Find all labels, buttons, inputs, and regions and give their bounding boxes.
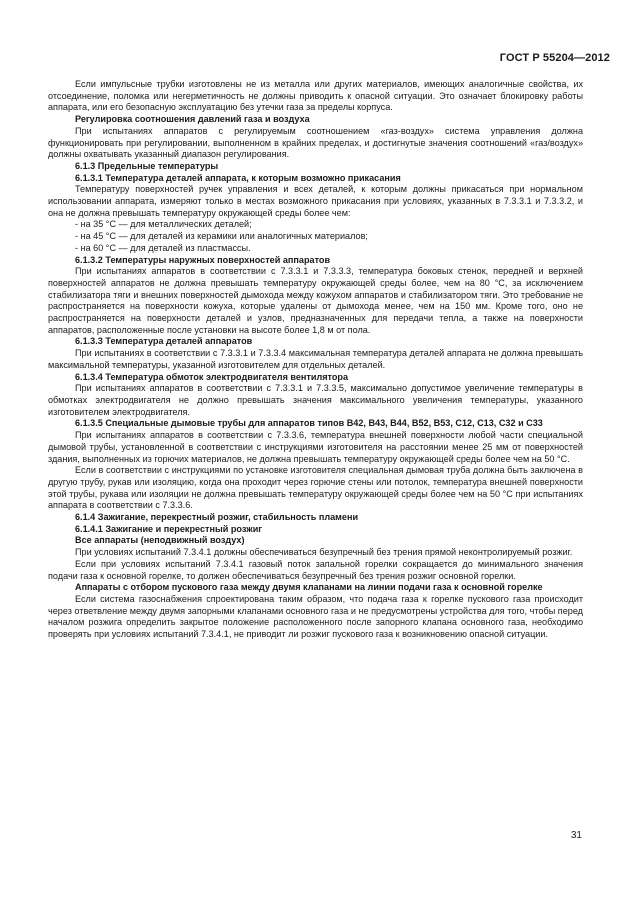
section-heading: 6.1.3.3 Температура деталей аппаратов <box>75 336 253 347</box>
paragraph: При условиях испытаний 7.3.4.1 должны обеспечиваться безупречный без трения прямой неконтролируемый розжиг. <box>75 547 573 558</box>
list-item: - на 45 °С — для деталей из керамики или аналогичных материалов; <box>75 231 368 242</box>
section-heading: 6.1.3.5 Специальные дымовые трубы для аппаратов типов B42, B43, B44, B52, B53, C12, C13, C32 и C33 <box>75 418 543 429</box>
paragraph: При испытаниях аппаратов в соответствии с 7.3.3.1 и 7.3.3.3, температура боковых стенок, передней и верхней поверхностей аппаратов не должна превышать температуру окружающей среды более, чем на 80 °С, за исключением стабилизатора тяги и внешних поверхностей дымохода между кожухом аппаратов и стабилизатором тяги. Это требование не распространяется на поверхности кожуха, которые удалены от дымохода менее, чем на 150 мм. Кроме того, оно не распространяется на поверхности деталей и узлов, предназначенных для передачи тепла, а также на поверхности аппаратов, расположенные после установки на высоте более 1,8 м от пола. <box>48 266 583 335</box>
section-heading: 6.1.3.4 Температура обмоток электродвигателя вентилятора <box>75 371 349 382</box>
paragraph: При испытаниях аппаратов в соответствии с 7.3.3.6, температура внешней поверхности любой части специальной дымовой трубы, установленной в соответствии с инструкциями изготовителя на расстоянии менее 25 мм от поверхностей здания, выполненных из горючих материалов, не должна превышать температуру окружающей среды более чем на 50 °С. <box>48 430 583 464</box>
section-heading: 6.1.3 Предельные температуры <box>75 160 219 171</box>
paragraph: При испытаниях аппаратов с регулируемым соотношением «газ-воздух» система управления должна функционировать при регулировании, выполненном в крайних пределах, и достигнутые значения соотношений «газ/воздух» должны охватывать указанный диапазон регулирования. <box>48 125 583 160</box>
paragraph: Если при условиях испытаний 7.3.4.1 газовый поток запальной горелки сокращается до минимального значения подачи газа к основной горелке, то должен обеспечиваться безупречный без трения розжиг основной горелки. <box>48 558 583 581</box>
paragraph: Если в соответствии с инструкциями по установке изготовителя специальная дымовая труба должна быть заключена в другую трубу, рукав или изоляцию, когда она проходит через горючие стены или потолок, температура внешней поверхности этой трубы, рукава или изоляции не должна превышать температуру окружающей среды более чем на 50 °С при испытаниях аппарата в соответствии с 7.3.3.6. <box>48 465 583 511</box>
paragraph: При испытаниях аппаратов в соответствии с 7.3.3.1 и 7.3.3.5, максимально допустимое увеличение температуры в обмотках электродвигателя не должно превышать значения максимального увеличения температуры, указанного изготовителем электродвигателя. <box>48 383 583 417</box>
list-item: - на 60 °С — для деталей из пластмассы. <box>75 242 251 253</box>
section-heading: 6.1.4 Зажигание, перекрестный розжиг, стабильность пламени <box>75 512 359 523</box>
paragraph: Если импульсные трубки изготовлены не из металла или других материалов, имеющих аналогичные свойства, их отсоединение, поломка или негерметичность не должны приводить к опасной ситуации. Это означает блокировку работы аппарата, или его безопасную эксплуатацию без утечки газа за пределы корпуса. <box>48 79 583 113</box>
section-heading: Регулировка соотношения давлений газа и воздуха <box>75 114 310 125</box>
standard-header: ГОСТ Р 55204—2012 <box>499 52 610 64</box>
page-number: 31 <box>570 830 582 841</box>
paragraph: Температуру поверхностей ручек управления и всех деталей, к которым должны прикасаться при нормальном использовании аппарата, измеряют только в местах возможного прикасания при условиях, указанных в 7.3.3.1 и 7.3.3.2, и она не должна превышать температуру окружающей среды более чем: <box>48 184 583 218</box>
paragraph: Если система газоснабжения спроектирована таким образом, что подача газа к горелке пускового газа происходит через ответвление между двумя запорными клапанами основного газа и не предусмотрены устройства для того, чтобы перед началом розжига определить закрытое положение расположенного после запорного клапана основного газа, необходимо проверять при условиях испытаний 7.3.4.1, не приводит ли розжиг пускового газа к возникновению опасной ситуации. <box>48 593 583 640</box>
list-item: - на 35 °С — для металлических деталей; <box>75 219 252 230</box>
section-heading: 6.1.4.1 Зажигание и перекрестный розжиг <box>75 523 263 534</box>
section-heading: Аппараты с отбором пускового газа между двумя клапанами на линии подачи газа к основной горелке <box>75 582 543 593</box>
paragraph: При испытаниях в соответствии с 7.3.3.1 и 7.3.3.4 максимальная температура деталей аппарата не должна превышать максимальной температуры, указанной изготовителем для отдельных деталей. <box>48 348 583 370</box>
section-heading: 6.1.3.1 Температура деталей аппарата, к которым возможно прикасания <box>75 172 401 183</box>
section-heading: 6.1.3.2 Температуры наружных поверхностей аппаратов <box>75 254 331 265</box>
document-body <box>48 79 583 641</box>
section-heading: Все аппараты (неподвижный воздух) <box>75 535 245 546</box>
